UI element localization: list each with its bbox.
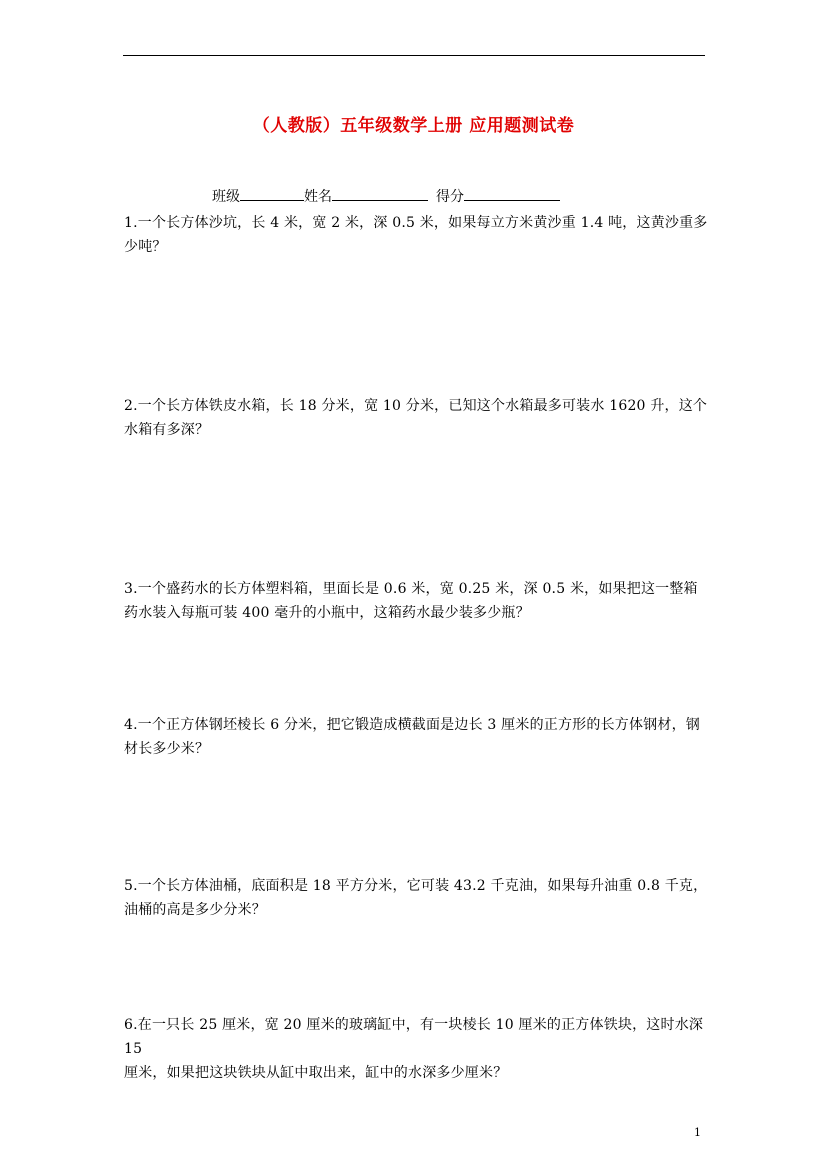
question-line: 材长多少米？	[124, 741, 210, 757]
question-5	[124, 874, 710, 922]
question-line: 6.在一只长 25 厘米，宽 20 厘米的玻璃缸中，有一块棱长 10 厘米的正方体铁块，这时水深 15	[124, 1017, 704, 1057]
name-blank[interactable]	[332, 186, 428, 201]
class-blank[interactable]	[240, 186, 304, 201]
score-blank[interactable]	[464, 186, 560, 201]
question-line: 厘米，如果把这块铁块从缸中取出来，缸中的水深多少厘米？	[124, 1065, 508, 1081]
question-line: 药水装入每瓶可装 400 毫升的小瓶中，这箱药水最少装多少瓶？	[124, 605, 530, 621]
question-line: 油桶的高是多少分米？	[124, 902, 266, 918]
question-4	[124, 713, 710, 761]
question-2	[124, 394, 710, 442]
question-line: 水箱有多深？	[124, 422, 210, 438]
question-1	[124, 211, 710, 259]
question-6	[124, 1013, 710, 1085]
question-line: 1.一个长方体沙坑，长 4 米，宽 2 米，深 0.5 米，如果每立方米黄沙重 1.4 吨，这黄沙重多	[124, 215, 708, 231]
class-label: 班级	[212, 189, 240, 205]
student-info-line	[212, 186, 560, 206]
name-label: 姓名	[304, 189, 332, 205]
page-number: 1	[694, 1126, 701, 1139]
question-line: 少吨？	[124, 239, 167, 255]
question-line: 2.一个长方体铁皮水箱，长 18 分米，宽 10 分米，已知这个水箱最多可装水 1620 升，这个	[124, 398, 708, 414]
page-title: （人教版）五年级数学上册 应用题测试卷	[252, 116, 575, 136]
question-line: 5.一个长方体油桶，底面积是 18 平方分米，它可装 43.2 千克油，如果每升油重 0.8 千克，	[124, 878, 708, 894]
score-label: 得分	[436, 189, 464, 205]
question-line: 3.一个盛药水的长方体塑料箱，里面长是 0.6 米，宽 0.25 米，深 0.5 米，如果把这一整箱	[124, 581, 698, 597]
question-3	[124, 577, 710, 625]
question-line: 4.一个正方体钢坯棱长 6 分米，把它锻造成横截面是边长 3 厘米的正方形的长方体钢材，钢	[124, 717, 700, 733]
header-rule	[123, 55, 705, 56]
